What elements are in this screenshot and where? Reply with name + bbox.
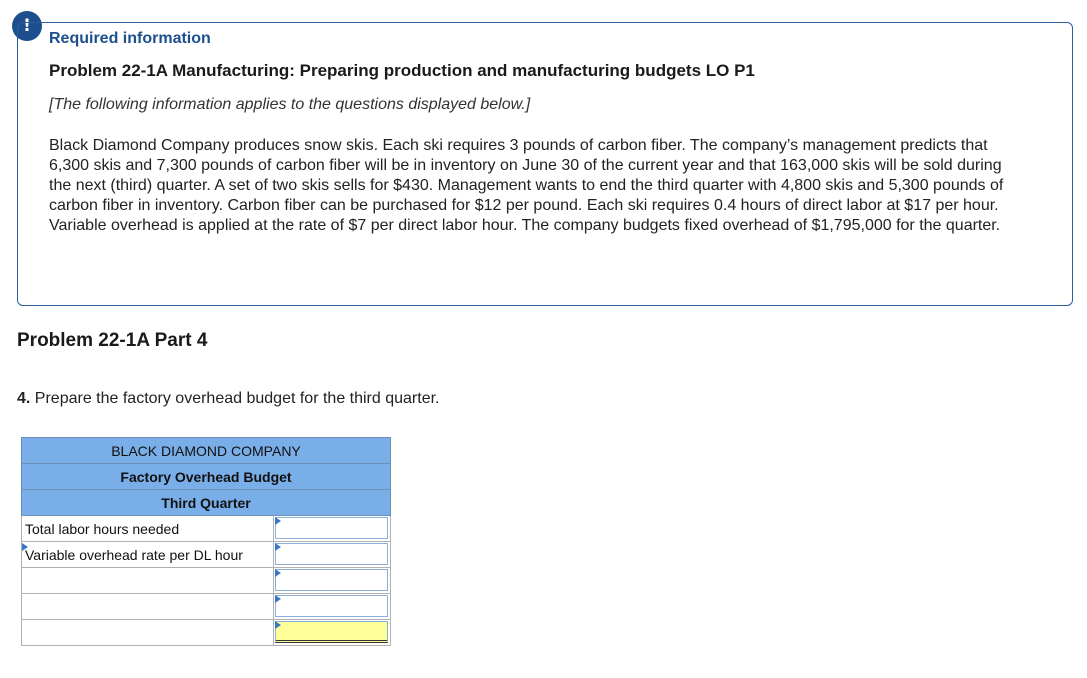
row-value-cell [274,516,391,542]
total-overhead-input[interactable] [275,621,388,643]
alert-icon: ! [12,11,42,41]
amount-input[interactable] [275,569,388,591]
dropdown-marker-icon[interactable] [275,517,281,525]
applies-note: [The following information applies to the questions displayed below.] [49,96,531,113]
budget-title: Factory Overhead Budget [22,464,391,490]
dropdown-marker-icon[interactable] [275,569,281,577]
table-row [22,620,391,646]
question-number: 4. [17,390,31,407]
budget-period: Third Quarter [22,490,391,516]
table-row [22,542,391,568]
row-label-text: Variable overhead rate per DL hour [25,546,243,563]
row-label-text: Total labor hours needed [25,520,180,537]
question-text: Prepare the factory overhead budget for the third quarter. [30,390,440,407]
problem-description: Black Diamond Company produces snow skis. Each ski requires 3 pounds of carbon fiber. The company’s management predicts that 6,300 skis and 7,300 pounds of carbon fiber will be in inventory on June 30 of the current year and that 163,000 skis will be sold during the next (third) quarter. A set of two skis sells for $430. Management wants to end the third quarter with 4,800 skis and 5,300 pounds of carbon fiber in inventory. Carbon fiber can be purchased for $12 per pound. Each ski requires 0.4 hours of direct labor at $17 per hour. Variable overhead is applied at the rate of $7 per direct labor hour. The company budgets fixed overhead of $1,795,000 for the quarter. [49,137,1004,234]
row-label[interactable] [22,594,274,620]
problem-title: Problem 22-1A Manufacturing: Preparing production and manufacturing budgets LO P1 [49,61,755,80]
row-value-cell [274,568,391,594]
required-information-label: Required information [49,30,211,47]
table-row [22,568,391,594]
dropdown-marker-icon[interactable] [275,595,281,603]
budget-company-name: BLACK DIAMOND COMPANY [22,438,391,464]
row-label[interactable] [22,568,274,594]
question [17,390,439,408]
row-value-cell [274,594,391,620]
row-value-cell [274,542,391,568]
amount-input[interactable] [275,543,388,565]
part-title: Problem 22-1A Part 4 [17,330,208,351]
row-label[interactable] [22,620,274,646]
table-row [22,594,391,620]
table-row [22,516,391,542]
dropdown-marker-icon[interactable] [275,543,281,551]
row-label [22,516,274,542]
dropdown-marker-icon[interactable] [22,543,28,551]
dropdown-marker-icon[interactable] [275,621,281,629]
row-label [22,542,274,568]
row-value-cell [274,620,391,646]
factory-overhead-budget-table [21,437,391,646]
amount-input[interactable] [275,595,388,617]
amount-input[interactable] [275,517,388,539]
